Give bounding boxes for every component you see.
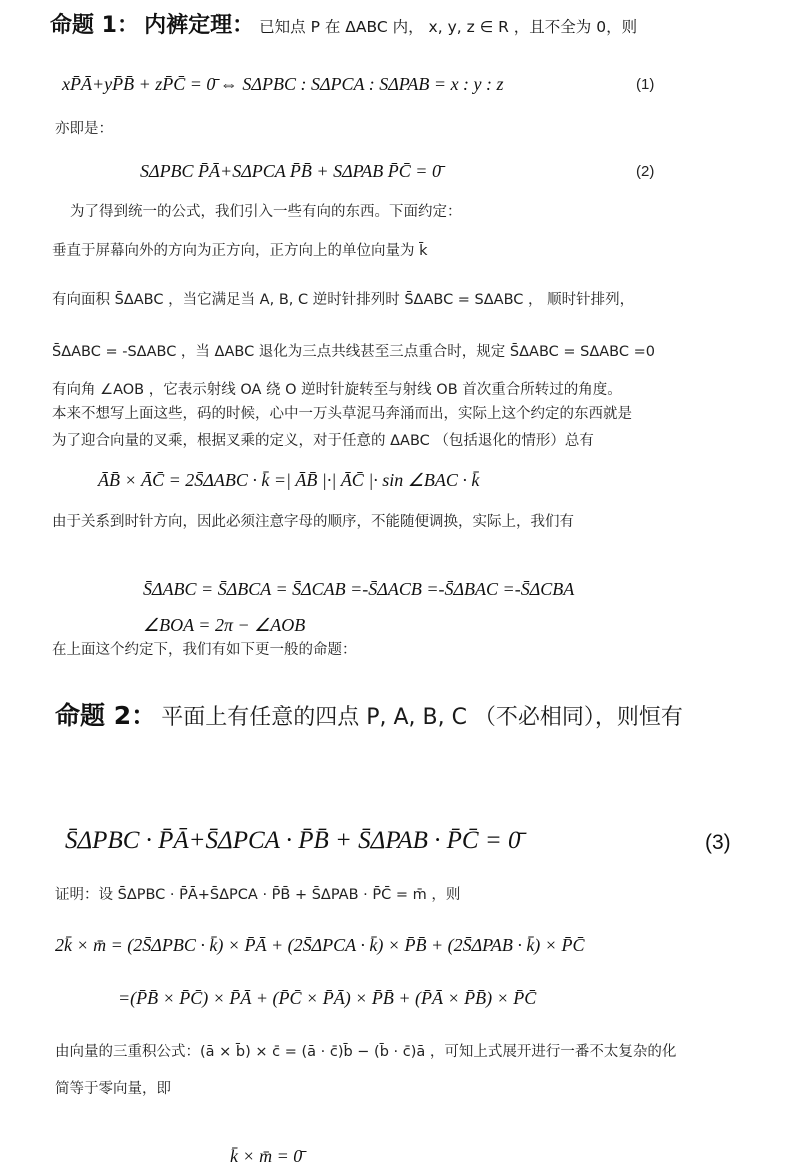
triple-product-line-2: 简等于零向量，即 <box>55 1081 171 1097</box>
equation-2: SΔPBC P̄Ā+SΔPCA P̄B̄ + SΔPAB P̄C̄ = 0̄ <box>140 161 441 181</box>
remark-line-1: 本来不想写上面这些，码的时候，心中一万头草泥马奔涌而出，实际上这个约定的东西就是 <box>52 406 632 422</box>
equation-1-number: (1) <box>636 76 655 93</box>
proposition-1-label: 命题 1： <box>50 13 139 38</box>
equivalence-label: 亦即是： <box>55 121 113 137</box>
convention-directed-angle: 有向角 ∠AOB ，它表示射线 OA 绕 O 逆时针旋转至与射线 OB 首次重合所转过的角度。 <box>52 382 622 398</box>
proposition-2-heading <box>55 700 683 732</box>
convention-directed-area-1: 有向面积 S̄ΔABC ，当它满足当 A, B, C 逆时针排列时 S̄ΔABC = SΔABC ， 顺时针排列， <box>52 292 635 308</box>
proof-line-1: 证明：设 S̄ΔPBC · P̄Ā+S̄ΔPCA · P̄B̄ + S̄ΔPAB · P̄C̄ = m̄ ，则 <box>55 887 461 903</box>
proposition-2-statement: 平面上有任意的四点 P, A, B, C （不必相同），则恒有 <box>161 705 683 730</box>
convention-directed-area-2: S̄ΔABC = -SΔABC ，当 ΔABC 退化为三点共线甚至三点重合时，规定 S̄ΔABC = SΔABC =0 <box>52 344 655 360</box>
proposition-1-statement: 已知点 P 在 ΔABC 内， x, y, z ∈ R ，且不全为 0，则 <box>259 18 638 36</box>
area-identity: S̄ΔABC = S̄ΔBCA = S̄ΔCAB =-S̄ΔACB =-S̄ΔBAC =-S̄ΔCBA <box>143 579 575 599</box>
proposition-2-label: 命题 2： <box>55 701 157 730</box>
final-result: k̄ × m̄ = 0̄ <box>230 1146 303 1166</box>
convention-unit-vector: 垂直于屏幕向外的方向为正方向，正方向上的单位向量为 k̄ <box>52 243 428 259</box>
equation-3-number: (3) <box>705 831 731 854</box>
convention-intro: 为了得到统一的公式，我们引入一些有向的东西。下面约定： <box>70 204 462 220</box>
angle-identity: ∠BOA = 2π − ∠AOB <box>143 615 306 635</box>
triple-product-line-1: 由向量的三重积公式：(ā × b̄) × c̄ = (ā · c̄)b̄ − (b̄ · c̄)ā ，可知上式展开进行一番不太复杂的化 <box>55 1044 677 1060</box>
proposition-1-heading <box>50 12 637 40</box>
proof-line-3: =(P̄B̄ × P̄C̄) × P̄Ā + (P̄C̄ × P̄Ā) × P̄B̄ + (P̄Ā × P̄B̄) × P̄C̄ <box>118 988 537 1008</box>
proof-line-2: 2k̄ × m̄ = (2S̄ΔPBC · k̄) × P̄Ā + (2S̄ΔPCA · k̄) × P̄B̄ + (2S̄ΔPAB · k̄) × P̄C̄ <box>55 935 585 955</box>
equation-3: S̄ΔPBC · P̄Ā+S̄ΔPCA · P̄B̄ + S̄ΔPAB · P̄C̄ = 0̄ <box>65 827 521 854</box>
general-intro: 在上面这个约定下，我们有如下更一般的命题： <box>52 642 357 658</box>
order-note: 由于关系到时针方向，因此必须注意字母的顺序，不能随便调换，实际上，我们有 <box>52 514 574 530</box>
proposition-1-name: 内裤定理： <box>144 13 255 38</box>
equation-2-number: (2) <box>636 163 655 180</box>
cross-product-formula: ĀB̄ × ĀC̄ = 2S̄ΔABC · k̄ =| ĀB̄ |·| ĀC̄ |· sin ∠BAC · k̄ <box>98 470 480 490</box>
equation-1: xP̄Ā+yP̄B̄ + zP̄C̄ = 0̄ ⇔ SΔPBC : SΔPCA : SΔPAB = x : y : z <box>62 74 504 94</box>
remark-line-2: 为了迎合向量的叉乘，根据叉乘的定义，对于任意的 ΔABC （包括退化的情形）总有 <box>52 433 594 449</box>
